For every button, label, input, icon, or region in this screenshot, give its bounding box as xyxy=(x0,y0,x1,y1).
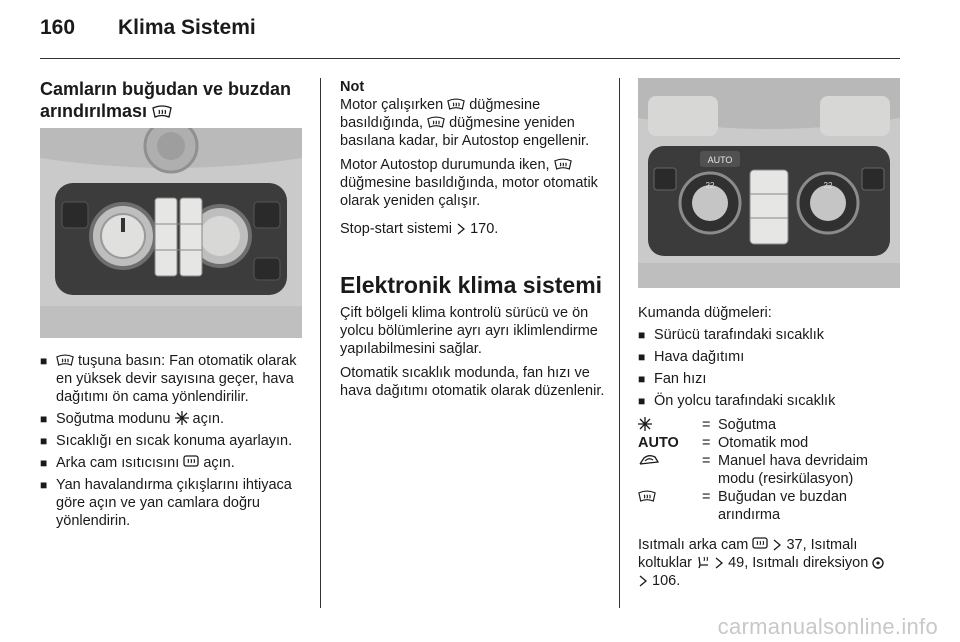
rear-window-heating-icon xyxy=(183,455,199,469)
windscreen-defrost-icon xyxy=(447,98,465,111)
list-item: ■ Hava dağıtımı xyxy=(638,348,900,366)
windscreen-defrost-icon xyxy=(554,158,572,171)
windscreen-defrost-icon xyxy=(56,354,74,367)
watermark: carmanualsonline.info xyxy=(717,614,938,639)
controls-block xyxy=(638,304,900,596)
list-item: ■ Arka cam ısıtıcısını açın. xyxy=(40,454,302,472)
photo-climate-panel-manual xyxy=(40,128,302,338)
list-item: ■ Ön yolcu tarafındaki sıcaklık xyxy=(638,392,900,410)
recirculation-icon xyxy=(638,453,660,467)
page-reference-arrow-icon xyxy=(638,575,648,587)
note-block xyxy=(340,78,608,244)
cross-reference-footer: Isıtmalı arka cam 37, Isıtmalı koltuklar 49, Isıtmalı direksiyon 106. xyxy=(638,536,900,590)
cross-reference: Stop-start sistemi 170. xyxy=(340,221,499,237)
list-item: ■ Sürücü tarafındaki sıcaklık xyxy=(638,326,900,344)
section-title-defrost: Camların buğudan ve buzdan arındırılması xyxy=(40,79,292,121)
page-title: Klima Sistemi xyxy=(118,16,256,39)
note-paragraph: Motor çalışırken düğmesine basıldığında, düğmesine yeniden basılana kadar, bir Autostop engellenir. xyxy=(340,97,590,149)
note-paragraph: Motor Autostop durumunda iken, düğmesine basıldığında, motor otomatik olarak yeniden çalışır. xyxy=(340,157,598,209)
page-reference-arrow-icon xyxy=(456,223,466,235)
legend-row: = Buğudan ve buzdan arındırma xyxy=(638,488,900,524)
heated-steering-wheel-icon xyxy=(872,557,884,569)
electronic-climate-body xyxy=(340,304,608,406)
heated-seat-icon xyxy=(696,555,710,569)
photo-temp-left: 22 xyxy=(705,181,715,190)
snowflake-icon xyxy=(638,417,652,431)
windscreen-defrost-icon xyxy=(152,105,172,119)
photo-auto-label: AUTO xyxy=(707,155,733,165)
page-reference-arrow-icon xyxy=(772,539,782,551)
column-divider-1 xyxy=(320,78,321,608)
list-item: ■ Fan hızı xyxy=(638,370,900,388)
controls-title: Kumanda düğmeleri: xyxy=(638,305,772,321)
legend-row: = Manuel hava devridaim modu (resirkülasyon) xyxy=(638,452,900,488)
legend-row: = Soğutma xyxy=(638,416,900,434)
list-item: ■ tuşuna basın: Fan otomatik olarak en yüksek devir sayısına geçer, hava dağıtımı ön cama yönlendirilir. xyxy=(40,352,302,406)
list-item: ■ Sıcaklığı en sıcak konuma ayarlayın. xyxy=(40,432,302,450)
defrost-steps xyxy=(40,352,302,534)
list-item: ■ Soğutma modunu açın. xyxy=(40,410,302,428)
legend-row: AUTO = Otomatik mod xyxy=(638,435,809,451)
snowflake-icon xyxy=(175,411,189,425)
paragraph: Otomatik sıcaklık modunda, fan hızı ve hava dağıtımı otomatik olarak düzenlenir. xyxy=(340,365,605,399)
note-title: Not xyxy=(340,79,365,95)
list-item: ■ Yan havalandırma çıkışlarını ihtiyaca göre açın ve yan camlara doğru yönlendirin. xyxy=(40,476,302,530)
paragraph: Çift bölgeli klima kontrolü sürücü ve ön yolcu bölümlerine ayrı ayrı iklimlendirme yapılabilmesini sağlar. xyxy=(340,305,598,357)
windscreen-defrost-icon xyxy=(427,116,445,129)
column-divider-2 xyxy=(619,78,620,608)
windscreen-defrost-icon xyxy=(638,490,656,503)
photo-climate-panel-electronic xyxy=(638,78,900,288)
photo-temp-right: 22 xyxy=(823,181,833,190)
rear-window-heating-icon xyxy=(752,537,768,551)
section-title-electronic-climate: Elektronik klima sistemi xyxy=(340,272,603,298)
symbol-legend xyxy=(638,416,900,524)
header-rule xyxy=(40,58,900,59)
auto-symbol: AUTO xyxy=(638,435,679,451)
page-reference-arrow-icon xyxy=(714,557,724,569)
controls-list xyxy=(638,326,900,410)
page-number: 160 xyxy=(40,16,76,39)
